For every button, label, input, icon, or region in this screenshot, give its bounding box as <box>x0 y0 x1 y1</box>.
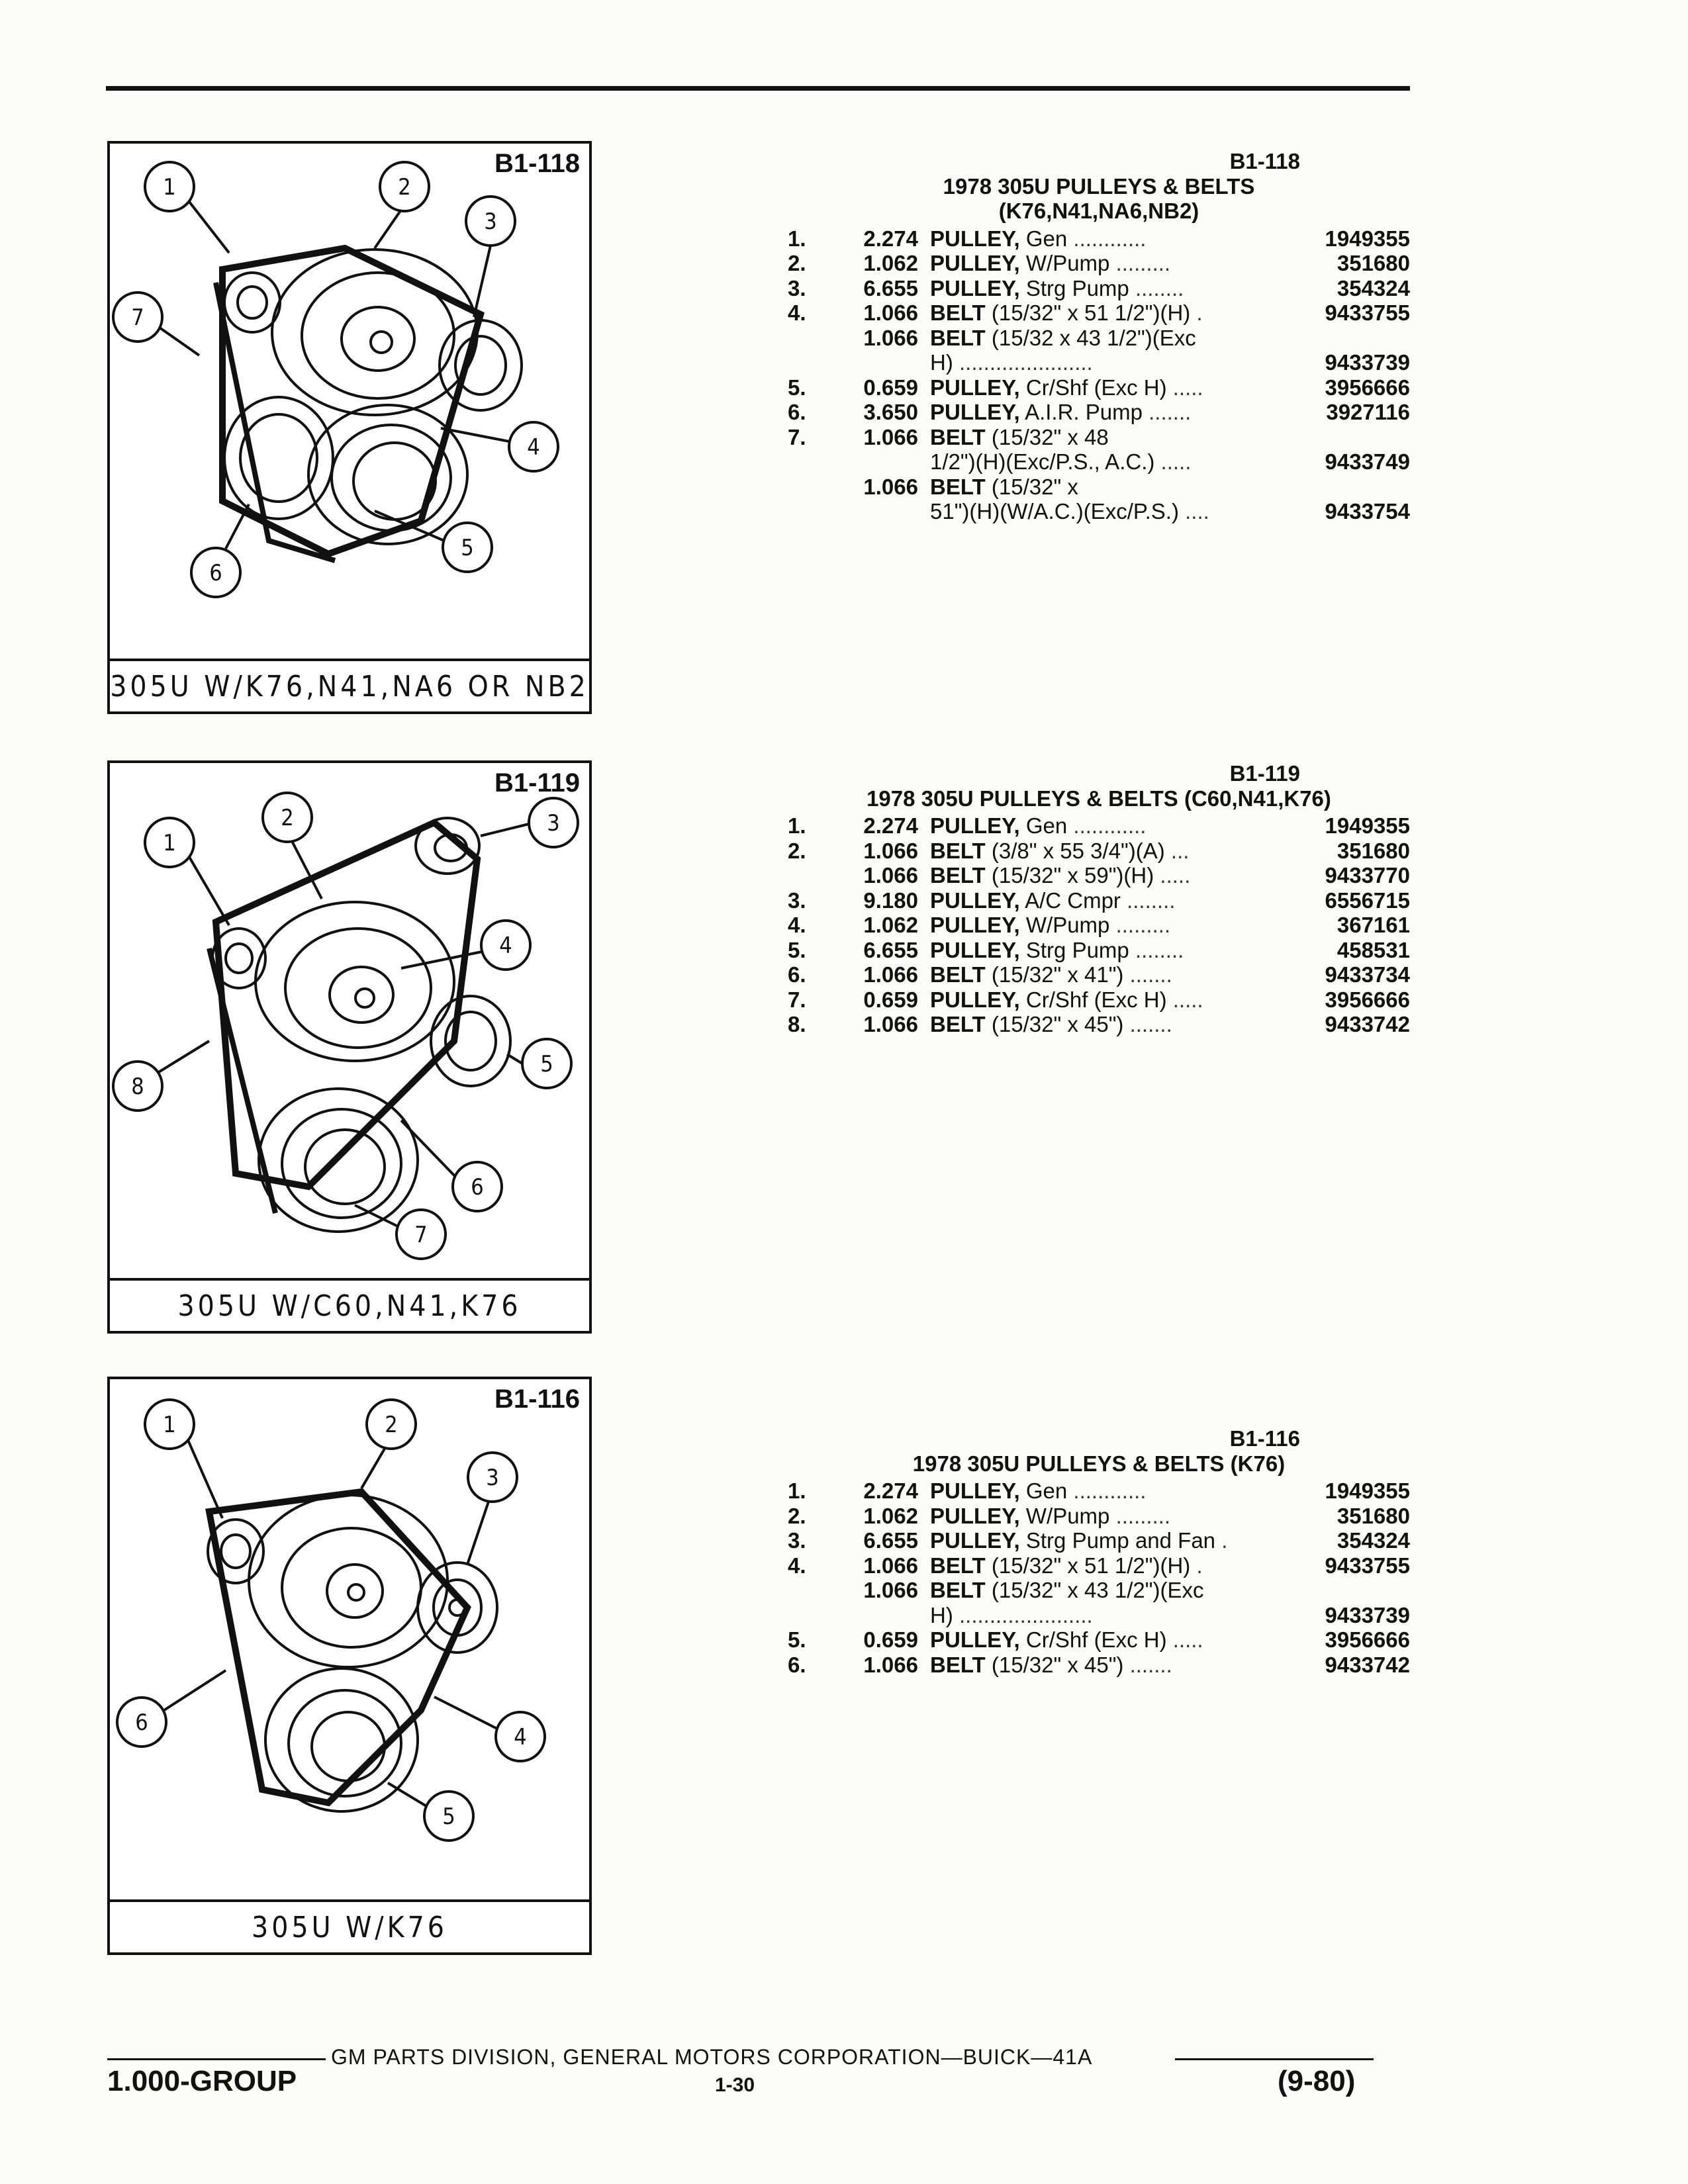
item-description <box>930 888 1320 913</box>
item-detail: A/C Cmpr <box>1025 887 1121 913</box>
item-description <box>930 1479 1320 1504</box>
item-detail: W/Pump <box>1025 1503 1110 1528</box>
item-quantity <box>837 350 930 375</box>
item-quantity: 1.066 <box>863 838 918 863</box>
item-name: BELT <box>930 474 986 499</box>
item-quantity: 1.066 <box>863 474 918 499</box>
item-number: 1. <box>788 1479 806 1503</box>
item-detail: Cr/Shf (Exc H) <box>1025 987 1167 1012</box>
diagram-b1-116 <box>107 1377 592 1955</box>
list-subtitle: (K76,N41,NA6,NB2) <box>998 199 1199 223</box>
item-name: BELT <box>930 838 986 863</box>
item-name: PULLEY, <box>930 913 1020 937</box>
item-part-number: 9433770 <box>1325 863 1410 887</box>
item-number: 2. <box>788 838 806 863</box>
callout-2: 2 <box>281 805 294 831</box>
footer-page-number: 1-30 <box>715 2074 755 2096</box>
callout-2: 2 <box>385 1412 398 1438</box>
top-rule <box>106 86 1410 91</box>
item-part-number: 9433742 <box>1325 1012 1410 1036</box>
item-part-number: 3956666 <box>1325 987 1410 1012</box>
item-description <box>930 475 1405 500</box>
diagram-caption: 305U W/K76 <box>110 1899 589 1952</box>
item-name: PULLEY, <box>930 987 1020 1012</box>
item-detail: Cr/Shf (Exc H) <box>1025 1627 1167 1652</box>
callout-6: 6 <box>209 560 222 586</box>
list-item <box>788 1603 1410 1628</box>
item-part-number: 458531 <box>1336 937 1410 962</box>
item-name: BELT <box>930 1578 986 1602</box>
item-number: 2. <box>788 1503 806 1528</box>
item-description <box>930 913 1332 938</box>
item-part-number: 354324 <box>1336 1528 1410 1553</box>
item-number: 6. <box>788 1652 806 1677</box>
item-leader: ........ <box>1135 937 1184 962</box>
item-number <box>788 350 837 375</box>
item-name: PULLEY, <box>930 226 1020 251</box>
diagram-code: B1-118 <box>494 149 580 178</box>
item-leader: ........ <box>1127 887 1176 913</box>
list-item <box>788 1504 1410 1529</box>
footer-rule-right <box>1175 2058 1374 2060</box>
parts-list-b1-119 <box>788 761 1410 1037</box>
item-number: 3. <box>788 887 806 913</box>
item-detail: H) <box>930 350 953 375</box>
callout-2: 2 <box>398 174 411 201</box>
item-name: PULLEY, <box>930 937 1020 962</box>
list-item <box>788 1627 1410 1653</box>
item-description <box>930 350 1320 375</box>
callout-7: 7 <box>131 304 144 331</box>
item-quantity: 1.062 <box>863 251 918 275</box>
callout-1: 1 <box>163 830 176 856</box>
item-number: 8. <box>788 1012 806 1036</box>
item-quantity: 1.066 <box>863 1578 918 1602</box>
item-description <box>930 375 1320 400</box>
item-description <box>930 326 1405 351</box>
item-leader: . <box>1221 1528 1228 1553</box>
list-item <box>788 938 1410 963</box>
item-part-number <box>1405 1578 1410 1603</box>
list-title: 1978 305U PULLEYS & BELTS <box>943 173 1255 199</box>
callout-5: 5 <box>442 1803 455 1830</box>
item-number: 4. <box>788 913 806 937</box>
item-leader: ..... <box>1160 863 1191 887</box>
item-number: 4. <box>788 300 806 325</box>
item-part-number: 9433739 <box>1325 1602 1410 1627</box>
item-detail: (15/32" x 51 1/2")(H) <box>991 300 1191 325</box>
item-description <box>930 938 1332 963</box>
item-name: BELT <box>930 1652 986 1677</box>
footer-publisher: GM PARTS DIVISION, GENERAL MOTORS CORPORATION—BUICK—41A <box>331 2045 1093 2069</box>
item-quantity: 1.066 <box>863 424 918 449</box>
item-quantity: 2.274 <box>863 226 918 251</box>
item-name: BELT <box>930 325 986 350</box>
item-part-number: 367161 <box>1336 913 1410 937</box>
item-quantity: 3.650 <box>863 400 918 424</box>
item-description <box>930 1504 1332 1529</box>
item-number <box>788 449 837 475</box>
belt-diagram-illustration <box>110 763 589 1279</box>
item-quantity: 1.066 <box>863 1652 918 1677</box>
item-detail: (15/32" x 41") <box>991 962 1124 987</box>
item-name: BELT <box>930 424 986 449</box>
item-description <box>930 425 1405 450</box>
item-detail: (3/8" x 55 3/4")(A) <box>991 838 1165 863</box>
diagram-caption: 305U W/K76,N41,NA6 OR NB2 <box>110 659 589 711</box>
callout-8: 8 <box>131 1073 144 1100</box>
item-quantity: 1.066 <box>863 962 918 987</box>
item-part-number: 1949355 <box>1325 1479 1410 1503</box>
item-detail: H) <box>930 1602 953 1627</box>
item-name: PULLEY, <box>930 400 1020 424</box>
item-detail: Strg Pump <box>1025 275 1129 300</box>
item-detail: Strg Pump and Fan <box>1025 1528 1216 1553</box>
list-item <box>788 499 1410 524</box>
item-detail: (15/32" x 51 1/2")(H) <box>991 1553 1191 1578</box>
item-number <box>788 1603 837 1628</box>
list-item <box>788 326 1410 351</box>
item-name: PULLEY, <box>930 275 1020 300</box>
item-part-number: 3927116 <box>1326 400 1410 424</box>
item-name: PULLEY, <box>930 813 1020 838</box>
diagram-code: B1-119 <box>494 768 580 797</box>
item-quantity: 6.655 <box>863 1528 918 1553</box>
item-part-number: 9433755 <box>1325 1553 1410 1578</box>
item-number: 3. <box>788 275 806 300</box>
item-leader: ............ <box>1073 226 1147 251</box>
item-quantity: 1.066 <box>863 863 918 887</box>
item-detail: Gen <box>1025 813 1068 838</box>
list-item <box>788 1479 1410 1504</box>
list-item <box>788 1553 1410 1578</box>
item-description <box>930 251 1332 276</box>
item-number: 7. <box>788 987 806 1012</box>
item-quantity: 6.655 <box>863 275 918 300</box>
item-leader: ....... <box>1129 1012 1172 1036</box>
item-description <box>930 987 1320 1013</box>
list-item <box>788 813 1410 839</box>
item-leader: ....... <box>1129 1652 1172 1677</box>
item-description <box>930 863 1320 888</box>
item-description <box>930 276 1332 301</box>
list-item <box>788 375 1410 400</box>
list-item <box>788 226 1410 251</box>
item-detail: W/Pump <box>1025 913 1110 937</box>
list-item <box>788 276 1410 301</box>
list-title: 1978 305U PULLEYS & BELTS (C60,N41,K76) <box>867 786 1331 811</box>
item-description <box>930 813 1320 839</box>
item-quantity: 6.655 <box>863 937 918 962</box>
diagram-caption: 305U W/C60,N41,K76 <box>110 1278 589 1331</box>
footer-rule-left <box>107 2058 326 2060</box>
item-description <box>930 1627 1320 1653</box>
item-number: 5. <box>788 1627 806 1652</box>
item-description <box>930 499 1320 524</box>
item-part-number: 354324 <box>1336 275 1410 300</box>
item-description <box>930 1553 1320 1578</box>
belt-diagram-illustration <box>110 1379 589 1902</box>
item-part-number: 9433742 <box>1325 1652 1410 1677</box>
list-item <box>788 1012 1410 1037</box>
item-quantity: 0.659 <box>863 1627 918 1652</box>
list-item <box>788 962 1410 987</box>
item-name: BELT <box>930 863 986 887</box>
callout-1: 1 <box>163 1412 176 1438</box>
item-part-number: 9433734 <box>1325 962 1410 987</box>
item-part-number <box>1405 326 1410 351</box>
item-detail: 51")(H)(W/A.C.)(Exc/P.S.) <box>930 499 1179 523</box>
callout-6: 6 <box>135 1709 148 1736</box>
item-detail: (15/32" x <box>991 474 1078 499</box>
item-detail: Gen <box>1025 226 1068 251</box>
item-name: PULLEY, <box>930 887 1020 913</box>
item-part-number: 1949355 <box>1325 226 1410 251</box>
item-description <box>930 1653 1320 1678</box>
item-part-number <box>1405 475 1410 500</box>
item-leader: ...................... <box>959 1602 1093 1627</box>
diagram-b1-118 <box>107 141 592 714</box>
item-quantity: 0.659 <box>863 375 918 400</box>
item-number <box>788 499 837 524</box>
item-number <box>788 475 837 500</box>
item-detail: W/Pump <box>1025 251 1110 275</box>
item-quantity: 9.180 <box>863 887 918 913</box>
item-leader: ......... <box>1115 251 1171 275</box>
callout-4: 4 <box>499 933 512 959</box>
item-description <box>930 226 1320 251</box>
list-item <box>788 425 1410 450</box>
item-quantity: 1.066 <box>863 300 918 325</box>
callout-3: 3 <box>484 208 497 235</box>
list-item <box>788 1578 1410 1603</box>
list-item <box>788 251 1410 276</box>
item-leader: ........ <box>1135 275 1184 300</box>
item-quantity <box>837 449 930 475</box>
item-leader: ... <box>1170 838 1190 863</box>
item-name: PULLEY, <box>930 1528 1020 1553</box>
item-number: 1. <box>788 813 806 838</box>
item-leader: ............ <box>1073 1479 1147 1503</box>
item-detail: 1/2")(H)(Exc/P.S., A.C.) <box>930 449 1155 474</box>
item-description <box>930 449 1320 475</box>
item-part-number: 6556715 <box>1325 887 1410 913</box>
item-number: 3. <box>788 1528 806 1553</box>
item-quantity: 2.274 <box>863 813 918 838</box>
item-name: PULLEY, <box>930 1479 1020 1503</box>
footer-group: 1.000-GROUP <box>107 2065 297 2097</box>
item-description <box>930 962 1320 987</box>
item-part-number: 351680 <box>1336 251 1410 275</box>
item-quantity: 2.274 <box>863 1479 918 1503</box>
item-name: BELT <box>930 962 986 987</box>
list-item <box>788 300 1410 326</box>
item-part-number: 3956666 <box>1325 375 1410 400</box>
callout-6: 6 <box>471 1174 484 1201</box>
item-description <box>930 1578 1405 1603</box>
item-number: 5. <box>788 937 806 962</box>
item-number <box>788 326 837 351</box>
list-item <box>788 350 1410 375</box>
item-name: BELT <box>930 300 986 325</box>
list-code: B1-119 <box>1229 761 1300 786</box>
item-description <box>930 300 1320 326</box>
list-item <box>788 863 1410 888</box>
item-description <box>930 839 1332 864</box>
item-leader: ....... <box>1129 962 1172 987</box>
list-item <box>788 987 1410 1013</box>
item-detail: (15/32" x 43 1/2")(Exc <box>991 1578 1204 1602</box>
item-name: PULLEY, <box>930 375 1020 400</box>
callout-5: 5 <box>461 535 474 561</box>
list-item <box>788 839 1410 864</box>
item-quantity: 1.062 <box>863 1503 918 1528</box>
list-item <box>788 449 1410 475</box>
item-part-number: 9433739 <box>1325 350 1410 375</box>
item-detail: (15/32 x 43 1/2")(Exc <box>991 325 1196 350</box>
item-quantity: 1.066 <box>863 1012 918 1036</box>
callout-5: 5 <box>540 1051 553 1077</box>
item-part-number: 351680 <box>1336 838 1410 863</box>
item-part-number: 9433754 <box>1325 499 1410 523</box>
item-detail: A.I.R. Pump <box>1025 400 1143 424</box>
item-part-number: 1949355 <box>1325 813 1410 838</box>
footer-date-code: (9-80) <box>1278 2065 1356 2097</box>
item-detail: Gen <box>1025 1479 1068 1503</box>
item-leader: .... <box>1185 499 1209 523</box>
item-part-number: 9433749 <box>1325 449 1410 474</box>
item-number: 7. <box>788 424 806 449</box>
callout-4: 4 <box>527 434 540 461</box>
list-item <box>788 1528 1410 1553</box>
item-number: 5. <box>788 375 806 400</box>
list-item <box>788 1653 1410 1678</box>
item-part-number: 351680 <box>1336 1503 1410 1528</box>
item-part-number: 9433755 <box>1325 300 1410 325</box>
item-number <box>788 1578 837 1603</box>
belt-diagram-illustration <box>110 144 589 660</box>
item-leader: ......... <box>1115 913 1171 937</box>
item-quantity: 1.066 <box>863 1553 918 1578</box>
item-leader: ..... <box>1172 987 1203 1012</box>
item-number: 1. <box>788 226 806 251</box>
item-quantity: 0.659 <box>863 987 918 1012</box>
parts-list-b1-118 <box>788 149 1410 524</box>
callout-1: 1 <box>163 174 176 201</box>
list-item <box>788 475 1410 500</box>
item-name: PULLEY, <box>930 1503 1020 1528</box>
item-description <box>930 1528 1332 1553</box>
item-detail: (15/32" x 59")(H) <box>991 863 1154 887</box>
item-leader: ..... <box>1172 375 1203 400</box>
item-leader: ...................... <box>959 350 1093 375</box>
item-quantity <box>837 499 930 524</box>
item-name: PULLEY, <box>930 251 1020 275</box>
list-rows <box>788 226 1410 524</box>
item-leader: . <box>1196 1553 1203 1578</box>
item-quantity: 1.066 <box>863 325 918 350</box>
item-number: 6. <box>788 962 806 987</box>
item-leader: . <box>1196 300 1203 325</box>
item-number: 6. <box>788 400 806 424</box>
diagram-code: B1-116 <box>494 1385 580 1414</box>
list-code: B1-118 <box>1229 149 1300 173</box>
list-item <box>788 400 1410 425</box>
callout-3: 3 <box>547 810 560 837</box>
item-leader: ..... <box>1172 1627 1203 1652</box>
item-number <box>788 863 837 888</box>
item-name: BELT <box>930 1012 986 1036</box>
item-detail: Cr/Shf (Exc H) <box>1025 375 1167 400</box>
list-title: 1978 305U PULLEYS & BELTS (K76) <box>912 1451 1286 1476</box>
item-name: PULLEY, <box>930 1627 1020 1652</box>
item-leader: ............ <box>1073 813 1147 838</box>
list-item <box>788 913 1410 938</box>
list-rows <box>788 1479 1410 1677</box>
item-description <box>930 1012 1320 1037</box>
diagram-b1-119 <box>107 760 592 1334</box>
item-description <box>930 400 1321 425</box>
item-part-number: 3956666 <box>1325 1627 1410 1652</box>
item-quantity: 1.062 <box>863 913 918 937</box>
list-rows <box>788 813 1410 1037</box>
item-number: 2. <box>788 251 806 275</box>
parts-list-b1-116 <box>788 1426 1410 1677</box>
item-leader: ..... <box>1160 449 1192 474</box>
item-description <box>930 1603 1320 1628</box>
item-leader: ......... <box>1115 1503 1171 1528</box>
item-number: 4. <box>788 1553 806 1578</box>
item-part-number <box>1405 425 1410 450</box>
item-quantity <box>837 1603 930 1628</box>
callout-3: 3 <box>486 1465 499 1491</box>
item-detail: Strg Pump <box>1025 937 1129 962</box>
list-code: B1-116 <box>1229 1426 1300 1451</box>
item-detail: (15/32" x 48 <box>991 424 1109 449</box>
item-leader: ....... <box>1149 400 1192 424</box>
item-detail: (15/32" x 45") <box>991 1652 1124 1677</box>
list-item <box>788 888 1410 913</box>
callout-4: 4 <box>514 1724 527 1751</box>
callout-7: 7 <box>414 1222 428 1248</box>
item-detail: (15/32" x 45") <box>991 1012 1124 1036</box>
item-name: BELT <box>930 1553 986 1578</box>
